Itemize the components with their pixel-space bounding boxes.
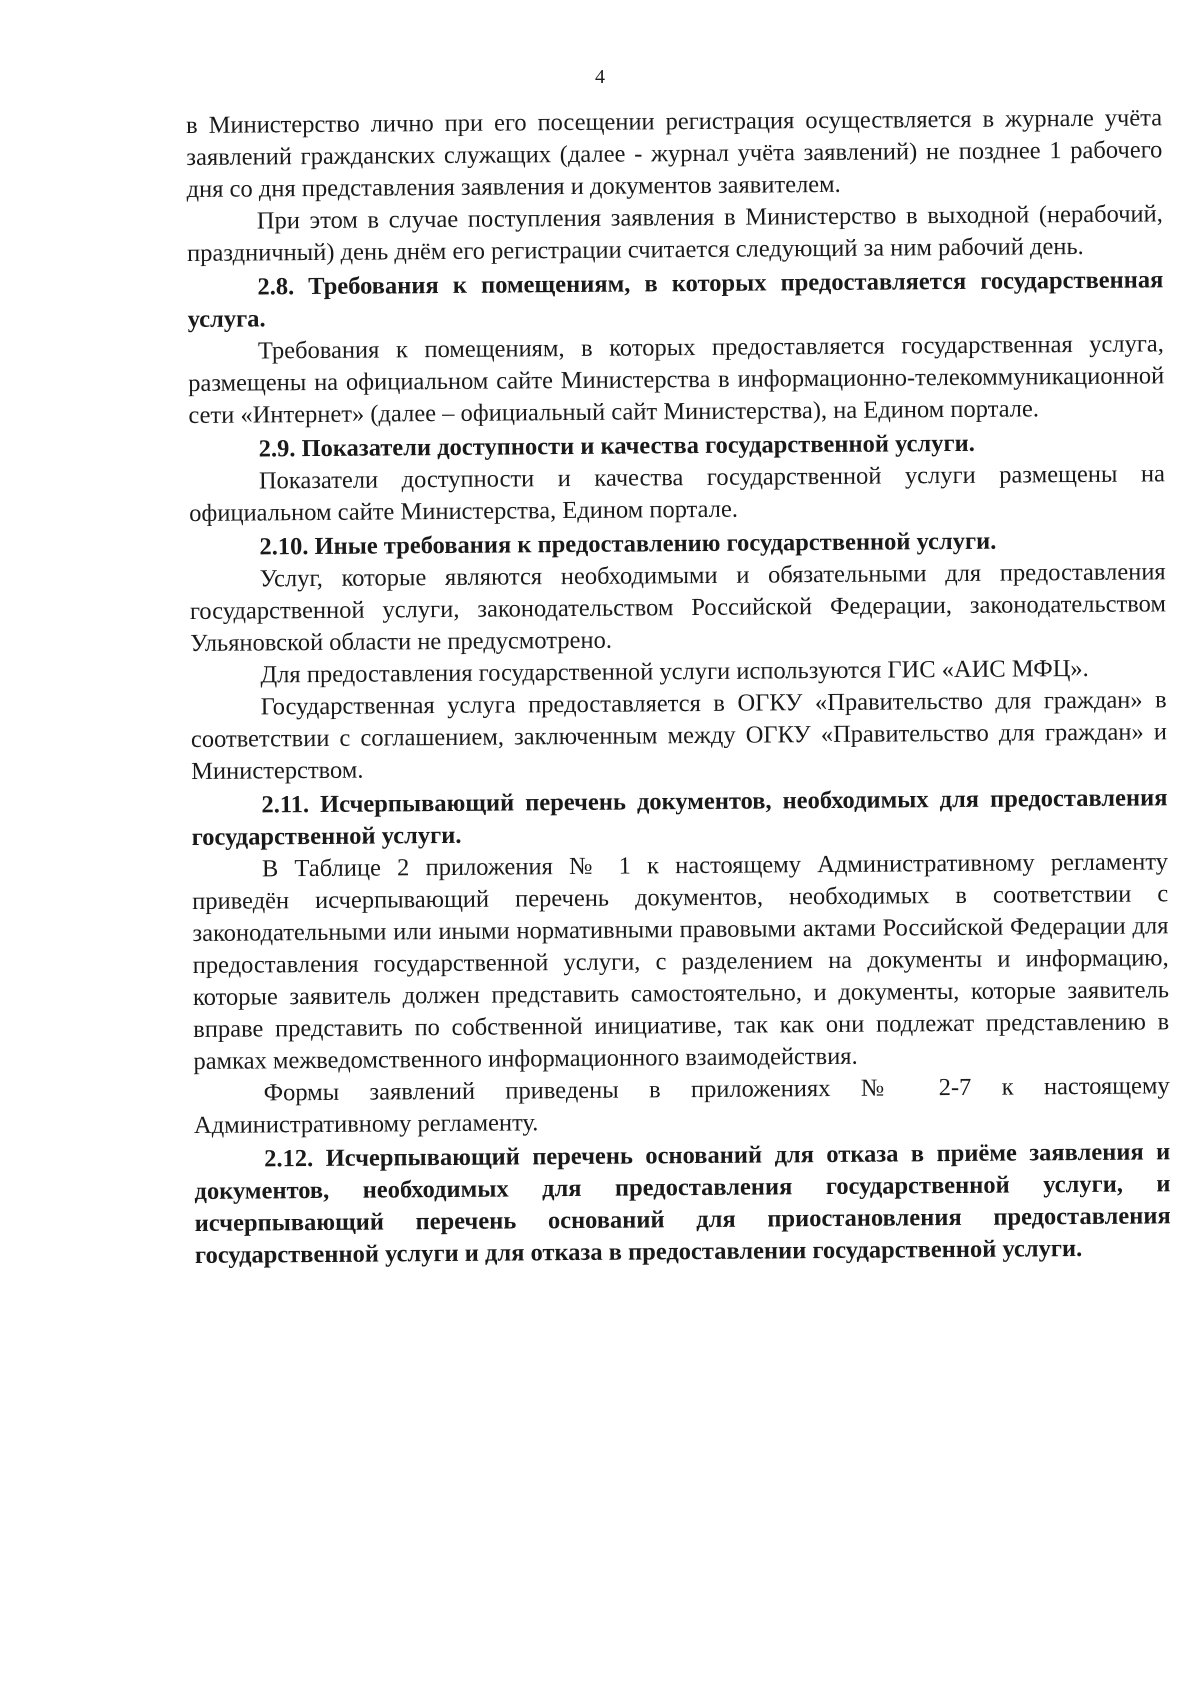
heading-2-12: 2.12. Исчерпывающий перечень оснований для отказа в приёме заявления и документов, необходимых для предоставления государственной услуги, и исчерпывающий перечень оснований для приостановления предоставления государственной услуги и для отказа в предоставлении государственной услуги.: [194, 1138, 1171, 1269]
heading-2-11: 2.11. Исчерпывающий перечень документов, необходимых для предоставления государственной услуги.: [191, 784, 1168, 851]
page-number: 4: [595, 66, 605, 88]
heading-2-9: 2.9. Показатели доступности и качества государственной услуги.: [258, 429, 975, 463]
paragraph-registration-journal: в Министерство лично при его посещении регистрация осуществляется в журнале учёта заявлений гражданских служащих (далее - журнал учёта заявлений) не позднее 1 рабочего дня со дня представления заявления и документов заявителем.: [186, 104, 1163, 203]
paragraph-required-services: Услуг, которые являются необходимыми и обязательными для предоставления государственной услуги, законодательством Российской Федерации, законодательством Ульяновской области не предусмотрено.: [189, 558, 1167, 657]
paragraph-weekend-registration: При этом в случае поступления заявления в Министерство в выходной (нерабочий, праздничный) день днём его регистрации считается следующий за ним рабочий день.: [187, 200, 1163, 267]
paragraph-gis-ais-mfc: Для предоставления государственной услуги используются ГИС «АИС МФЦ».: [260, 654, 1089, 689]
heading-2-10: 2.10. Иные требования к предоставлению государственной услуги.: [259, 527, 997, 561]
heading-2-8: 2.8. Требования к помещениям, в которых предоставляется государственная услуга.: [187, 266, 1164, 333]
paragraph-availability-indicators: Показатели доступности и качества государственной услуги размещены на официальном сайте Министерства, Едином портале.: [189, 460, 1165, 527]
paragraph-ogku-agreement: Государственная услуга предоставляется в ОГКУ «Правительство для граждан» в соответствии с соглашением, заключенным между ОГКУ «Правительство для граждан» и Министерством.: [190, 686, 1168, 785]
document-body: [186, 102, 1171, 1272]
paragraph-documents-list: В Таблице 2 приложения № 1 к настоящему Административному регламенту приведён исчерпывающий перечень документов, необходимых в соответствии с законодательными или иными нормативными правовыми актами Российской Федерации для предоставления государственной услуги, с разделением на документы и информацию, которые заявитель должен представить самостоятельно, и документы, которые заявитель вправе представить по собственной инициативе, так как они подлежат представлению в рамках межведомственного информационного взаимодействия.: [192, 848, 1170, 1075]
paragraph-premises-requirements: Требования к помещениям, в которых предоставляется государственная услуга, размещены на официальном сайте Министерства в информационно-телекоммуникационной сети «Интернет» (далее – официальный сайт Министерства), на Едином портале.: [188, 330, 1165, 429]
paragraph-application-forms: Формы заявлений приведены в приложениях № 2-7 к настоящему Административному регламенту.: [193, 1072, 1170, 1139]
